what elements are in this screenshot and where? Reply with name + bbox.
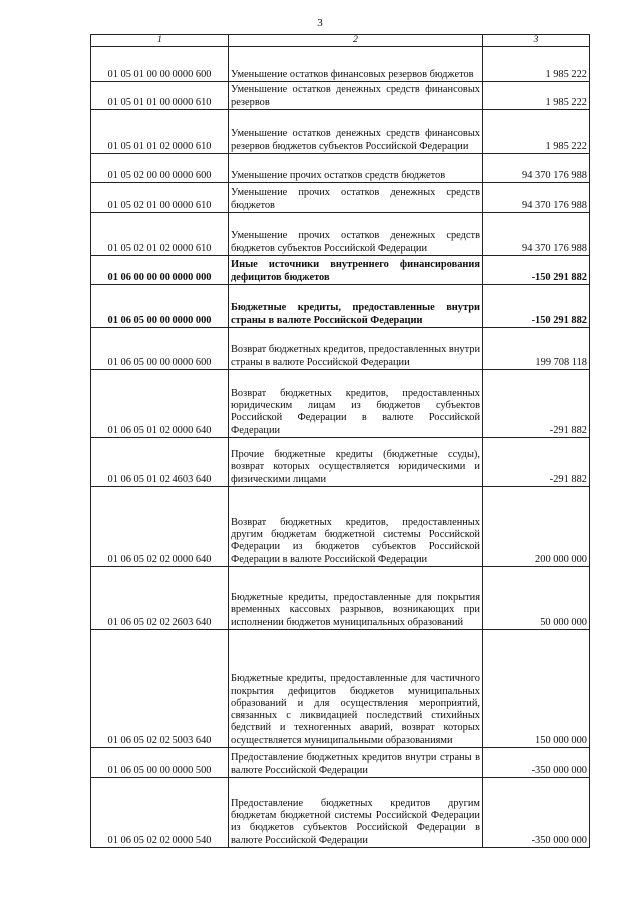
- row-amount: -150 291 882: [483, 285, 590, 328]
- row-amount: 1 985 222: [483, 110, 590, 154]
- row-code: 01 06 00 00 00 0000 000: [91, 256, 229, 285]
- row-code: 01 05 01 00 00 0000 600: [91, 47, 229, 82]
- row-amount: 199 708 118: [483, 328, 590, 370]
- table-row: [91, 256, 590, 285]
- row-amount: 200 000 000: [483, 487, 590, 567]
- row-amount: -291 882: [483, 370, 590, 438]
- row-description: Уменьшение прочих остатков денежных средств бюджетов субъектов Российской Федерации: [229, 213, 483, 256]
- row-description: Уменьшение остатков финансовых резервов бюджетов: [229, 47, 483, 82]
- row-code: 01 05 01 01 02 0000 610: [91, 110, 229, 154]
- table-row: [91, 328, 590, 370]
- row-description: Уменьшение остатков денежных средств финансовых резервов: [229, 82, 483, 110]
- table-row: [91, 213, 590, 256]
- table-row: [91, 183, 590, 213]
- table-row: [91, 82, 590, 110]
- row-code: 01 06 05 00 00 0000 000: [91, 285, 229, 328]
- row-description: Возврат бюджетных кредитов, предоставленных юридическим лицам из бюджетов субъектов Российской Федерации в валюте Российской Федерации: [229, 370, 483, 438]
- column-header-description: 2: [229, 35, 483, 47]
- row-amount: 94 370 176 988: [483, 213, 590, 256]
- row-code: 01 06 05 02 02 0000 640: [91, 487, 229, 567]
- row-code: 01 05 01 01 00 0000 610: [91, 82, 229, 110]
- row-description: Предоставление бюджетных кредитов внутри страны в валюте Российской Федерации: [229, 748, 483, 778]
- table-row: [91, 154, 590, 183]
- table-row: [91, 370, 590, 438]
- row-amount: -350 000 000: [483, 748, 590, 778]
- table-row: [91, 778, 590, 848]
- table-row: [91, 285, 590, 328]
- row-code: 01 05 02 00 00 0000 600: [91, 154, 229, 183]
- page-number: 3: [317, 17, 323, 29]
- table-row: [91, 487, 590, 567]
- row-description: Бюджетные кредиты, предоставленные для частичного покрытия дефицитов бюджетов муниципальных образований и для осуществления мероприятий, связанных с ликвидацией последствий стихийных бедствий и техногенных аварий, возврат которых осуществляется муниципальными образованиями: [229, 630, 483, 748]
- row-description: Уменьшение прочих остатков средств бюджетов: [229, 154, 483, 183]
- row-amount: 1 985 222: [483, 47, 590, 82]
- row-code: 01 06 05 01 02 4603 640: [91, 438, 229, 487]
- column-header-code: 1: [91, 35, 229, 47]
- table-row: [91, 110, 590, 154]
- table-row: [91, 630, 590, 748]
- row-amount: 94 370 176 988: [483, 154, 590, 183]
- row-amount: -150 291 882: [483, 256, 590, 285]
- row-code: 01 06 05 00 00 0000 500: [91, 748, 229, 778]
- row-amount: -291 882: [483, 438, 590, 487]
- row-code: 01 06 05 00 00 0000 600: [91, 328, 229, 370]
- row-code: 01 06 05 01 02 0000 640: [91, 370, 229, 438]
- row-code: 01 06 05 02 02 5003 640: [91, 630, 229, 748]
- row-amount: 50 000 000: [483, 567, 590, 630]
- table-row: [91, 748, 590, 778]
- budget-sources-table: [90, 34, 590, 848]
- row-description: Возврат бюджетных кредитов, предоставленных другим бюджетам бюджетной системы Российской Федерации из бюджетов субъектов Российской Федерации в валюте Российской Федерации: [229, 487, 483, 567]
- row-amount: 150 000 000: [483, 630, 590, 748]
- column-header-amount: 3: [483, 35, 590, 47]
- table-header-row: [91, 35, 590, 47]
- row-description: Предоставление бюджетных кредитов другим бюджетам бюджетной системы Российской Федерации из бюджетов субъектов Российской Федерации в валюте Российской Федерации: [229, 778, 483, 848]
- row-amount: 94 370 176 988: [483, 183, 590, 213]
- row-description: Иные источники внутреннего финансирования дефицитов бюджетов: [229, 256, 483, 285]
- row-code: 01 05 02 01 02 0000 610: [91, 213, 229, 256]
- row-description: Уменьшение прочих остатков денежных средств бюджетов: [229, 183, 483, 213]
- row-description: Бюджетные кредиты, предоставленные внутри страны в валюте Российской Федерации: [229, 285, 483, 328]
- row-description: Бюджетные кредиты, предоставленные для покрытия временных кассовых разрывов, возникающих при исполнении бюджетов муниципальных образований: [229, 567, 483, 630]
- row-description: Уменьшение остатков денежных средств финансовых резервов бюджетов субъектов Российской Федерации: [229, 110, 483, 154]
- row-code: 01 06 05 02 02 0000 540: [91, 778, 229, 848]
- table-row: [91, 438, 590, 487]
- row-description: Возврат бюджетных кредитов, предоставленных внутри страны в валюте Российской Федерации: [229, 328, 483, 370]
- row-code: 01 05 02 01 00 0000 610: [91, 183, 229, 213]
- row-description: Прочие бюджетные кредиты (бюджетные ссуды), возврат которых осуществляется юридическими и физическими лицами: [229, 438, 483, 487]
- table-row: [91, 47, 590, 82]
- row-amount: 1 985 222: [483, 82, 590, 110]
- row-code: 01 06 05 02 02 2603 640: [91, 567, 229, 630]
- row-amount: -350 000 000: [483, 778, 590, 848]
- table-row: [91, 567, 590, 630]
